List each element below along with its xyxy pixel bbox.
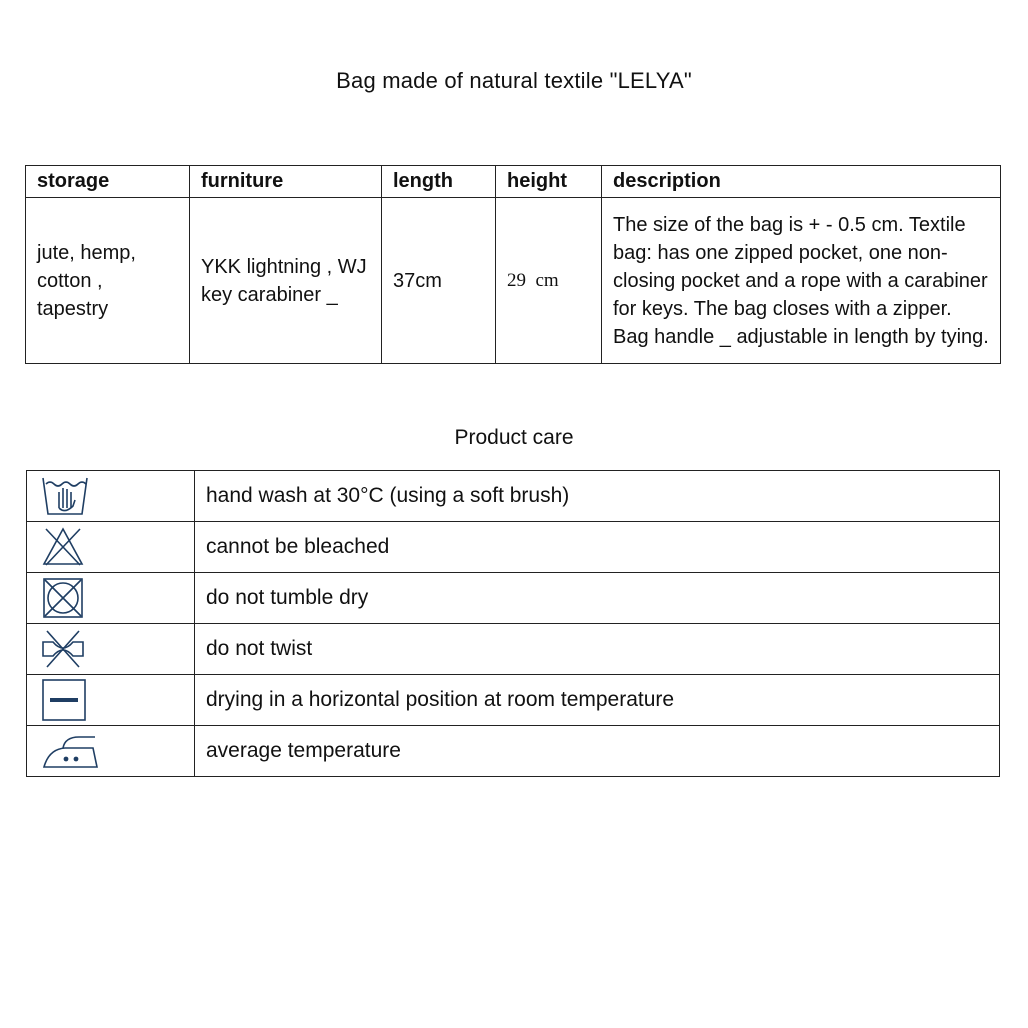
dry-flat-icon bbox=[41, 678, 87, 722]
care-icon-cell bbox=[27, 522, 195, 573]
cell-storage: jute, hemp, cotton , tapestry bbox=[26, 198, 190, 364]
header-storage: storage bbox=[26, 166, 190, 198]
no-wring-icon bbox=[41, 628, 85, 670]
page-title: Bag made of natural textile "LELYA" bbox=[336, 68, 692, 93]
care-row bbox=[27, 624, 1000, 675]
care-text: average temperature bbox=[195, 726, 1000, 777]
care-table bbox=[26, 470, 1000, 777]
spec-table bbox=[25, 165, 1001, 364]
header-description: description bbox=[602, 166, 1001, 198]
care-row bbox=[27, 726, 1000, 777]
hand-wash-icon bbox=[41, 474, 89, 518]
header-furniture: furniture bbox=[190, 166, 382, 198]
care-row bbox=[27, 471, 1000, 522]
care-row bbox=[27, 522, 1000, 573]
care-text: cannot be bleached bbox=[195, 522, 1000, 573]
care-text: do not tumble dry bbox=[195, 573, 1000, 624]
spec-header-row bbox=[26, 166, 1001, 198]
care-title: Product care bbox=[454, 426, 574, 449]
care-icon-cell bbox=[27, 675, 195, 726]
header-height: height bbox=[496, 166, 602, 198]
care-icon-cell bbox=[27, 624, 195, 675]
cell-description: The size of the bag is + - 0.5 cm. Textile bag: has one zipped pocket, one non-closing pocket and a rope with a carabiner for keys. The bag closes with a zipper. Bag handle _ adjustable in length by tying. bbox=[602, 198, 1001, 364]
cell-height: 29 cm bbox=[496, 198, 602, 364]
care-row bbox=[27, 675, 1000, 726]
care-text: hand wash at 30°C (using a soft brush) bbox=[195, 471, 1000, 522]
no-tumble-dry-icon bbox=[41, 577, 85, 619]
cell-length: 37cm bbox=[382, 198, 496, 364]
care-text: drying in a horizontal position at room temperature bbox=[195, 675, 1000, 726]
care-icon-cell bbox=[27, 471, 195, 522]
no-bleach-icon bbox=[41, 526, 85, 568]
care-icon-cell bbox=[27, 573, 195, 624]
iron-medium-icon bbox=[41, 731, 101, 771]
care-text: do not twist bbox=[195, 624, 1000, 675]
cell-furniture: YKK lightning , WJ key carabiner _ bbox=[190, 198, 382, 364]
care-icon-cell bbox=[27, 726, 195, 777]
spec-data-row bbox=[26, 198, 1001, 364]
header-length: length bbox=[382, 166, 496, 198]
care-row bbox=[27, 573, 1000, 624]
